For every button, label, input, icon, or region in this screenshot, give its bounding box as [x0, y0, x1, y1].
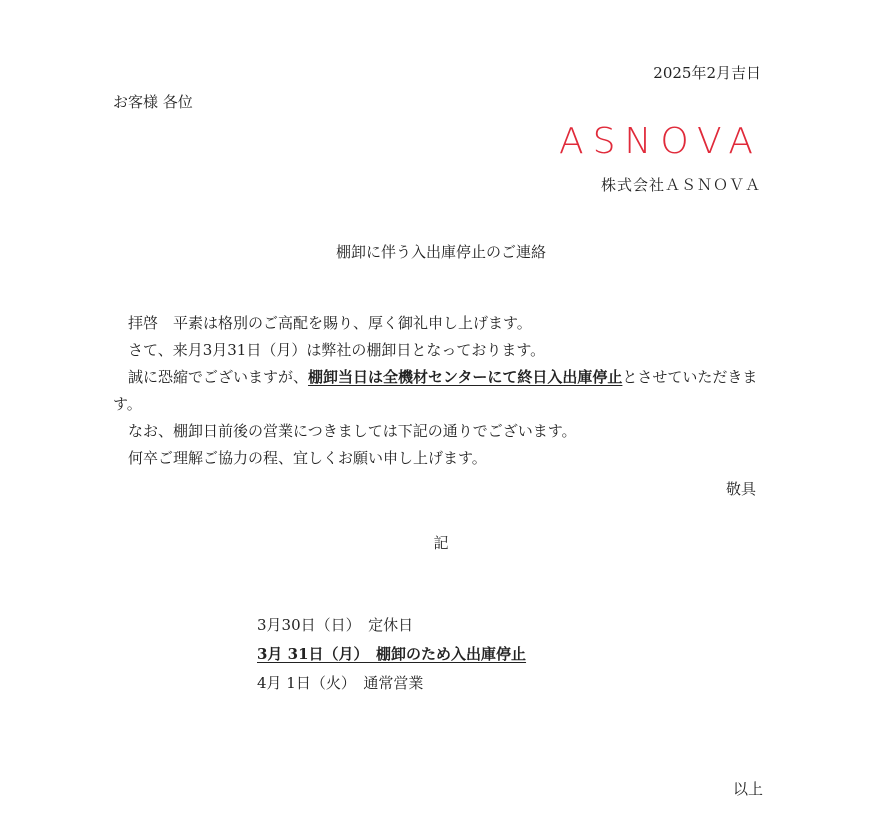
schedule-item: 4月 1日（火） 通常営業 [257, 674, 424, 692]
end-mark: 以上 [732, 780, 763, 798]
company-name: 株式会社ＡＳＮＯＶＡ [600, 176, 761, 194]
body-line-schedule-intro: なお、棚卸日前後の営業につきましては下記の通りでございます。 [128, 422, 577, 440]
schedule-item-highlight: 3月 31日（月） 棚卸のため入出庫停止 [257, 645, 527, 663]
letter-body [113, 310, 765, 472]
body-line-inventory-date: さて、来月3月31日（月）は弊社の棚卸日となっております。 [128, 341, 546, 359]
letter-subject: 棚卸に伴う入出庫停止のご連絡 [335, 243, 546, 261]
schedule-list [257, 611, 526, 698]
closing-remark: 敬具 [725, 480, 756, 498]
body-line-greeting: 拝啓 平素は格別のご高配を賜り、厚く御礼申し上げます。 [128, 314, 532, 332]
recipient: お客様 各位 [113, 93, 193, 111]
body-line-request: 何卒ご理解ご協力の程、宜しくお願い申し上げます。 [128, 449, 487, 467]
body-line-suspension-post: とさせていただきます。 [113, 368, 758, 413]
notes-heading: 記 [433, 534, 449, 552]
body-line-suspension [113, 364, 765, 418]
letter-date: 2025年2月吉日 [653, 64, 761, 82]
company-logo: ASNOVA [558, 121, 762, 162]
schedule-item: 3月30日（日） 定休日 [257, 616, 414, 634]
body-line-suspension-emphasis: 棚卸当日は全機材センターにて終日入出庫停止 [308, 368, 623, 386]
body-line-suspension-pre: 誠に恐縮でございますが、 [128, 368, 309, 386]
